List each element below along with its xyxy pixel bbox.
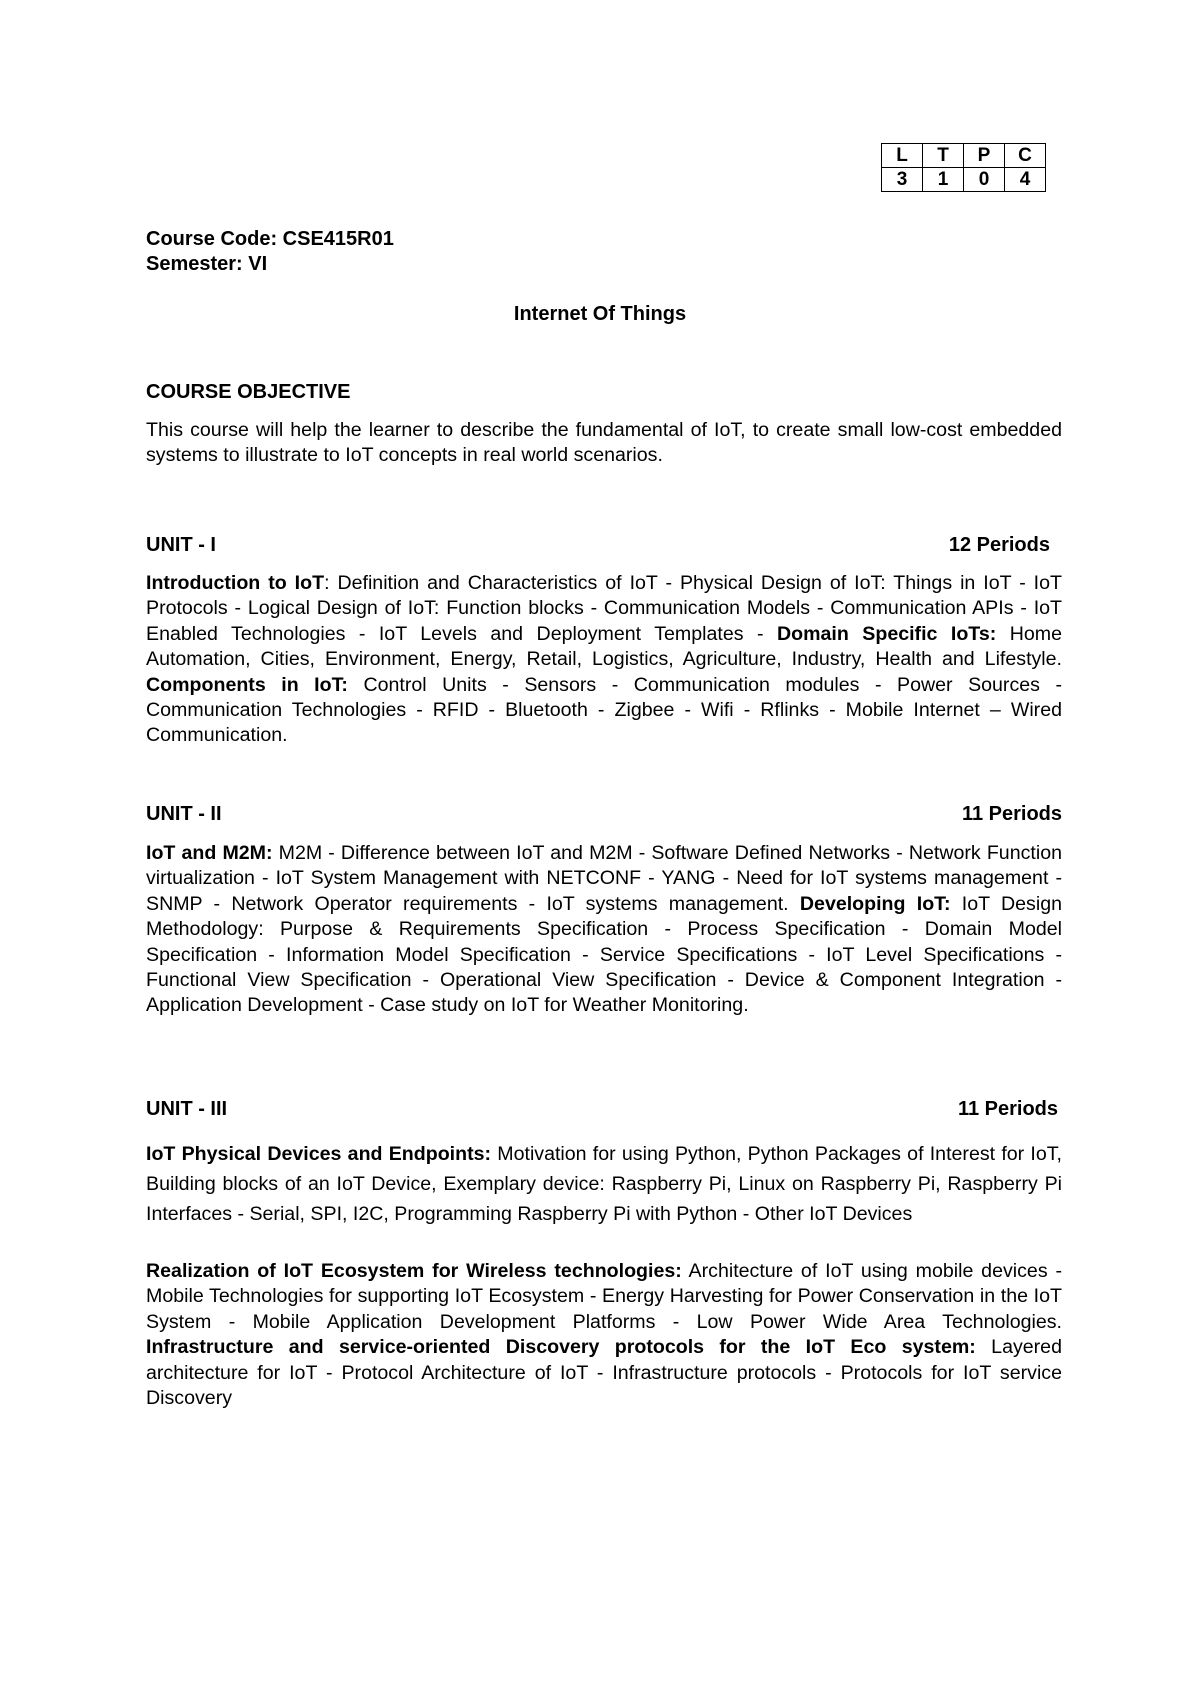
semester: Semester: VI [146,253,268,275]
ltpc-header-row [882,144,1046,168]
unit-1-name: UNIT - I [146,534,216,556]
course-title: Internet Of Things [513,303,687,325]
topic-text: Architecture of IoT using mobile devices - Mobile Technologies for supporting IoT Ecosystem - Energy Harvesting for Power Conservation in the IoT System - Mobile Application Development Platforms - Low Power Wide Area Technologies. [146,1260,1062,1333]
ltpc-value-t: 1 [923,168,964,192]
objective-heading: COURSE OBJECTIVE [146,381,351,403]
ltpc-value-p: 0 [964,168,1005,192]
ltpc-value-c: 4 [1005,168,1046,192]
ltpc-table [881,143,1046,192]
unit-1-periods: 12 Periods [948,534,1050,556]
topic-heading: IoT Physical Devices and Endpoints: [146,1143,492,1165]
topic-heading: Introduction to IoT [146,572,325,594]
ltpc-value-l: 3 [882,168,923,192]
objective-text: This course will help the learner to describe the fundamental of IoT, to create small low-cost embedded systems to illustrate to IoT concepts in real world scenarios. [146,419,1062,467]
unit-1-header [146,534,1062,557]
course-code: Course Code: CSE415R01 [146,228,394,250]
topic-heading: Infrastructure and service-oriented Discovery protocols for the IoT Eco system: [146,1336,976,1359]
topic-text: : Definition and Characteristics of IoT - Physical Design of IoT: Things in IoT - IoT Protocols - Logical Design of IoT: Function blocks - Communication Models - Communication APIs - IoT Enabled Technologies - IoT Levels and Deployment Templates - [146,572,1062,645]
topic-text: M2M - Difference between IoT and M2M - Software Defined Networks - Network Function virtualization - IoT System Management with NETCONF - YANG - Need for IoT systems management - SNMP - Network Operator requirements - IoT systems management. [146,842,1062,915]
topic-text: Layered architecture for IoT - Protocol Architecture of IoT - Infrastructure protocols - Protocols for IoT service Discovery [146,1336,1062,1410]
unit-3-periods: 11 Periods [957,1098,1058,1120]
ltpc-header-t: T [923,144,964,168]
ltpc-header-c: C [1005,144,1046,168]
topic-text: Motivation for using Python, Python Packages of Interest for IoT, Building blocks of an IoT Device, Exemplary device: Raspberry Pi, Linux on Raspberry Pi, Raspberry Pi Interfaces - Serial, SPI, I2C, Programming Raspberry Pi with Python - Other IoT Devices [146,1143,1062,1225]
topic-text: IoT Design Methodology: Purpose & Requirements Specification - Process Specification - Domain Model Specification - Information Model Specification - Service Specifications - IoT Level Specifications - Functional View Specification - Operational View Specification - Device & Component Integration - Application Development - Case study on IoT for Weather Monitoring. [146,892,1062,1017]
ltpc-value-row [882,168,1046,192]
unit-2-header [146,803,1062,826]
unit-2-content [146,841,1062,1019]
ltpc-header-p: P [964,144,1005,168]
unit-2-periods: 11 Periods [961,803,1062,825]
topic-text: Control Units - Sensors - Communication modules - Power Sources - Communication Technologies - RFID - Bluetooth - Zigbee - Wifi - Rflinks - Mobile Internet – Wired Communication. [146,673,1062,747]
unit-1-content [146,571,1062,749]
unit-3-name: UNIT - III [146,1098,228,1120]
topic-heading: Realization of IoT Ecosystem for Wireless technologies: [146,1260,682,1282]
topic-heading: Domain Specific IoTs: [776,622,997,645]
topic-heading: Components in IoT: [146,673,348,696]
unit-3-header [146,1098,1062,1121]
topic-text: Home Automation, Cities, Environment, Energy, Retail, Logistics, Agriculture, Industry, Health and Lifestyle. [146,622,1062,671]
unit-3-content-a [146,1139,1062,1229]
topic-heading: IoT and M2M: [146,842,273,864]
unit-2-name: UNIT - II [146,803,222,825]
unit-3-content-b [146,1259,1062,1411]
ltpc-header-l: L [882,144,923,168]
topic-heading: Developing IoT: [799,892,951,915]
